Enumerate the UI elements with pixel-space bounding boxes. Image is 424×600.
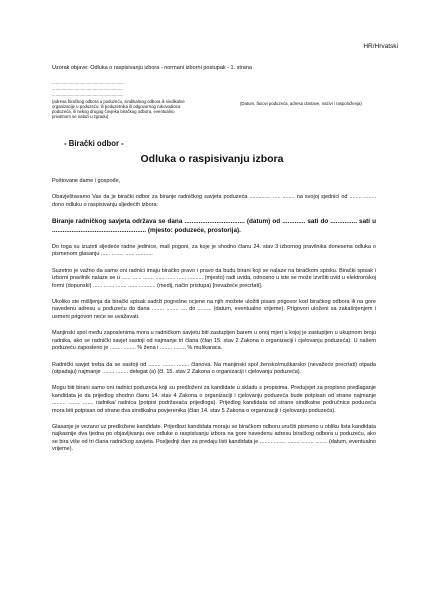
paragraph: Manjinski spol među zaposlenima mora u radničkom savjetu biti zastupljen barem u onoj mjeri u kojoj je zastupljen u ukupnom broju radnika, ako se radnički savjet sastoji od najmanje tri člana (član 15. stav 2 Zakona o organizaciji i cjelovanju poduzeća). U našem poduzeću zaposleno je ........ ........ % žena i ........ ........ % muškaraca.	[52, 330, 376, 352]
paragraph: Do toga su izuzeti sljedeće radne jedinice, mali pogoni, za koje je shodno članu 24. stav 3 izbornog pravilnika donesena odluka o pismenom glasanju ...... ........ ...... ...........	[52, 244, 376, 258]
paragraph: Mogu biti birani samo oni radnici poduzeća koji su predloženi za kandidate u skladu s propisima. Predujvjet za propisno predlaganje kandidata je da prijedlog shodno članu 14. stav 4 Zakona o organizaciji i cjelovanju poduzeća bude potpisan od strane najmanje ......... ........ ....... radnika/ radnica (potpisi podržavaća prijedloga). Prijedlog kandidata od strane sindikalne područnice poduzeća mora biti potpisan od strane dva sindikalna povjerenika (član 14. stav 5 Zakona o organizaciji i cjelovanju poduzeća).	[52, 385, 376, 414]
model-line: Uzorak objave: Odluka o raspisivanju izbora - normani izborni postupak - 1. strana	[52, 65, 252, 71]
paragraph: Suzetno je važno da samo oni radnici imaju biračko pravo i pravo da budu birani koji se nalaze na biračkom spisku. Birački spisak i izborni pravilnik nalaze se u ...... ...... ....... ...... ...... ...... .......... (mjesto) radi uvida, odnosno u iste se može izvršiti uvid u elektronskoj formi (dopunski) ...... ....... ....... ...... ........... (medij, način pristupa) [nevažeće precrtati].	[52, 267, 376, 289]
paragraph: Obavještavamo Vas da je birački odbor za biranje radničkog savjeta poduzeća .............. ..... ........ na svojoj sjednici od ........ ........ dono odluku o raspisivanju sljedećih izbora:	[52, 194, 376, 208]
sender-line: ............................................................	[52, 80, 124, 85]
paragraph: Radnički savjet treba da se sastoji od ........ ........ ........ članova. Na manjinski spol žensko/muškarsko (nevažeće precrtati) otpada (otpadaju) najmanje ........ ........ delegat (a) (čl. 15. stav 2 Zakona o organizaciji i cjelovanju poduzeća).	[52, 361, 376, 375]
paragraph: Ukoliko ste mišljenja da birački spisak sadrži pogrešne ocjene na njih možete uložiti pisani prigovor kod biračkog odbora ili na gore navedenu adresu u poduzeću do dana ........ ........ .... do ......... (datum, eventualno vrijeme). Prigovori uloženi sa zakašnjenjem i usmeni prigovori neće se uvažavati.	[52, 299, 376, 320]
sender-line: ............................................................	[52, 86, 124, 92]
document-title: Odluka o raspisivanju izbora	[140, 153, 284, 165]
document-body	[52, 178, 376, 463]
salutation: Poštovane dame i gospođe,	[52, 178, 121, 184]
paragraph: Glasanje je vezano uz predložene kandidate. Prijedlozi kandidata moraju se biračkom odboru uručiti pismeno u obliku lista kandidata najkasnije dva tjedna po objavljivanju ove odluke o raspisivanju izbora na gore navedenu adresu biračkog odbora u poduzeću, ako se bira više od tri člana radničkog savjeta. Posljednji dan za predaju listi kandidata je ........ ........ ........ ........ ........ (datum, eventualno vrijeme).	[52, 423, 376, 453]
sender-line: ............................................................	[52, 92, 124, 98]
committee-heading: - Birački odbor -	[64, 139, 124, 148]
sender-address: (adresa biračkog odbora u poduzeću, sindikalnog odbora ili sindikalne organizacije u poduzeću, ili poduzetnika ili odgovornog rukovodioca poduzeća, ili nekog drugog čovjeka biračkog odbora, eventualno privatnom se nalazi u zgradu)	[52, 98, 185, 120]
sender-block	[52, 80, 192, 119]
receiver-block: (Datum, faxovi poduzeća, adresa dostave, nazivi i raspoloženja)	[240, 101, 362, 106]
election-date-paragraph: Biranje radničkog savjeta održava se dana .................................. (datum) od ............. sati do ............... sati u ..................................................... (mjesto: poduzeće, prostorija).	[52, 218, 376, 234]
language-label: HR/Hrvatski	[363, 43, 398, 50]
